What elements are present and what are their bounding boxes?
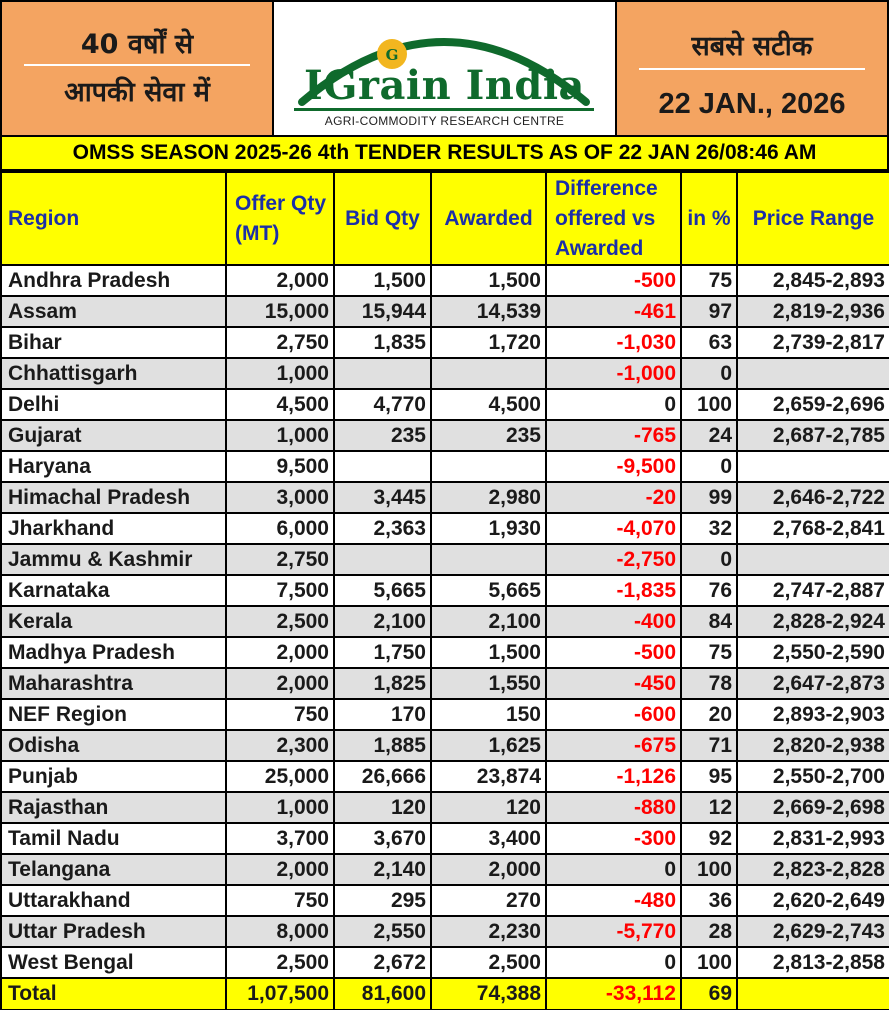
cell-region: Odisha: [1, 730, 226, 761]
cell-difference: -880: [546, 792, 681, 823]
total-awarded: 74,388: [431, 978, 546, 1010]
cell-bid-qty: 2,363: [334, 513, 431, 544]
cell-percent: 0: [681, 544, 737, 575]
cell-difference: -20: [546, 482, 681, 513]
cell-bid-qty: 2,550: [334, 916, 431, 947]
brand-logo: [274, 2, 615, 135]
cell-difference: 0: [546, 854, 681, 885]
cell-percent: 0: [681, 358, 737, 389]
cell-bid-qty: 3,670: [334, 823, 431, 854]
cell-price-range: 2,669-2,698: [737, 792, 889, 823]
cell-price-range: 2,823-2,828: [737, 854, 889, 885]
cell-percent: 95: [681, 761, 737, 792]
cell-difference: -461: [546, 296, 681, 327]
cell-region: Haryana: [1, 451, 226, 482]
table-row: [1, 947, 889, 978]
cell-offer-qty: 1,000: [226, 358, 334, 389]
cell-region: NEF Region: [1, 699, 226, 730]
cell-bid-qty: 1,825: [334, 668, 431, 699]
cell-bid-qty: 4,770: [334, 389, 431, 420]
cell-region: Andhra Pradesh: [1, 265, 226, 296]
cell-bid-qty: 2,140: [334, 854, 431, 885]
cell-offer-qty: 1,000: [226, 420, 334, 451]
cell-price-range: 2,747-2,887: [737, 575, 889, 606]
cell-price-range: 2,820-2,938: [737, 730, 889, 761]
cell-region: Jammu & Kashmir: [1, 544, 226, 575]
cell-bid-qty: 3,445: [334, 482, 431, 513]
cell-awarded: [431, 358, 546, 389]
cell-percent: 75: [681, 265, 737, 296]
table-row: [1, 265, 889, 296]
cell-awarded: [431, 544, 546, 575]
cell-bid-qty: 15,944: [334, 296, 431, 327]
table-row: [1, 544, 889, 575]
cell-bid-qty: 2,672: [334, 947, 431, 978]
col-header-bid: Bid Qty: [334, 172, 431, 265]
divider: [24, 64, 250, 66]
cell-bid-qty: 1,835: [334, 327, 431, 358]
cell-offer-qty: 2,000: [226, 637, 334, 668]
cell-awarded: 2,100: [431, 606, 546, 637]
cell-bid-qty: 1,750: [334, 637, 431, 668]
table-row: [1, 606, 889, 637]
cell-awarded: 270: [431, 885, 546, 916]
cell-price-range: [737, 358, 889, 389]
logo-badge-letter: G: [385, 46, 399, 64]
total-row: [1, 978, 889, 1010]
col-header-region: Region: [1, 172, 226, 265]
cell-region: Rajasthan: [1, 792, 226, 823]
cell-region: Gujarat: [1, 420, 226, 451]
cell-percent: 100: [681, 947, 737, 978]
cell-offer-qty: 1,000: [226, 792, 334, 823]
table-row: [1, 358, 889, 389]
cell-difference: -600: [546, 699, 681, 730]
cell-region: Madhya Pradesh: [1, 637, 226, 668]
total-offer: 1,07,500: [226, 978, 334, 1010]
cell-price-range: 2,646-2,722: [737, 482, 889, 513]
cell-bid-qty: 26,666: [334, 761, 431, 792]
cell-region: Punjab: [1, 761, 226, 792]
cell-difference: -500: [546, 637, 681, 668]
table-row: [1, 451, 889, 482]
cell-bid-qty: 2,100: [334, 606, 431, 637]
cell-difference: -300: [546, 823, 681, 854]
table-row: [1, 389, 889, 420]
cell-percent: 20: [681, 699, 737, 730]
cell-offer-qty: 4,500: [226, 389, 334, 420]
cell-offer-qty: 8,000: [226, 916, 334, 947]
cell-percent: 63: [681, 327, 737, 358]
cell-bid-qty: 235: [334, 420, 431, 451]
cell-price-range: [737, 544, 889, 575]
cell-awarded: 2,500: [431, 947, 546, 978]
cell-percent: 24: [681, 420, 737, 451]
cell-percent: 100: [681, 389, 737, 420]
cell-bid-qty: 295: [334, 885, 431, 916]
table-row: [1, 482, 889, 513]
cell-percent: 78: [681, 668, 737, 699]
table-row: [1, 668, 889, 699]
cell-offer-qty: 2,300: [226, 730, 334, 761]
cell-difference: -480: [546, 885, 681, 916]
cell-percent: 0: [681, 451, 737, 482]
cell-price-range: 2,813-2,858: [737, 947, 889, 978]
table-row: [1, 730, 889, 761]
total-bid: 81,600: [334, 978, 431, 1010]
cell-difference: -9,500: [546, 451, 681, 482]
cell-percent: 71: [681, 730, 737, 761]
table-row: [1, 792, 889, 823]
cell-percent: 97: [681, 296, 737, 327]
table-row: [1, 513, 889, 544]
total-difference: -33,112: [546, 978, 681, 1010]
cell-region: Maharashtra: [1, 668, 226, 699]
cell-percent: 76: [681, 575, 737, 606]
cell-awarded: 23,874: [431, 761, 546, 792]
total-percent: 69: [681, 978, 737, 1010]
cell-region: Jharkhand: [1, 513, 226, 544]
total-price-range: [737, 978, 889, 1010]
cell-percent: 32: [681, 513, 737, 544]
cell-price-range: 2,831-2,993: [737, 823, 889, 854]
cell-region: Bihar: [1, 327, 226, 358]
experience-banner: [2, 2, 274, 135]
cell-offer-qty: 6,000: [226, 513, 334, 544]
col-header-awarded: Awarded: [431, 172, 546, 265]
report-date: 22 JAN., 2026: [658, 88, 846, 120]
cell-difference: -765: [546, 420, 681, 451]
cell-difference: -400: [546, 606, 681, 637]
cell-awarded: 14,539: [431, 296, 546, 327]
cell-awarded: 2,000: [431, 854, 546, 885]
cell-price-range: 2,828-2,924: [737, 606, 889, 637]
cell-awarded: 4,500: [431, 389, 546, 420]
brand-tagline: AGRI-COMMODITY RESEARCH CENTRE: [324, 114, 565, 128]
table-header-row: [1, 172, 889, 265]
cell-difference: -1,030: [546, 327, 681, 358]
cell-bid-qty: [334, 451, 431, 482]
cell-offer-qty: 9,500: [226, 451, 334, 482]
table-row: [1, 761, 889, 792]
cell-offer-qty: 2,500: [226, 606, 334, 637]
cell-awarded: 150: [431, 699, 546, 730]
cell-difference: -2,750: [546, 544, 681, 575]
cell-bid-qty: 5,665: [334, 575, 431, 606]
table-row: [1, 916, 889, 947]
cell-awarded: 1,500: [431, 265, 546, 296]
tender-results-table: [0, 171, 889, 1010]
cell-difference: -500: [546, 265, 681, 296]
cell-price-range: 2,687-2,785: [737, 420, 889, 451]
cell-percent: 75: [681, 637, 737, 668]
cell-percent: 36: [681, 885, 737, 916]
cell-bid-qty: 1,885: [334, 730, 431, 761]
cell-offer-qty: 7,500: [226, 575, 334, 606]
cell-offer-qty: 3,000: [226, 482, 334, 513]
table-row: [1, 823, 889, 854]
total-label: Total: [1, 978, 226, 1010]
table-row: [1, 327, 889, 358]
cell-awarded: [431, 451, 546, 482]
cell-region: Assam: [1, 296, 226, 327]
cell-region: Himachal Pradesh: [1, 482, 226, 513]
cell-difference: -1,000: [546, 358, 681, 389]
cell-offer-qty: 2,500: [226, 947, 334, 978]
report-title: OMSS SEASON 2025-26 4th TENDER RESULTS AS OF 22 JAN 26/08:46 AM: [0, 137, 889, 171]
cell-offer-qty: 2,000: [226, 668, 334, 699]
experience-line-1: 40 वर्षों से: [80, 29, 194, 60]
table-body: [1, 265, 889, 978]
cell-percent: 100: [681, 854, 737, 885]
cell-offer-qty: 2,750: [226, 327, 334, 358]
table-row: [1, 699, 889, 730]
cell-offer-qty: 15,000: [226, 296, 334, 327]
accuracy-tagline: सबसे सटीक: [691, 31, 813, 62]
cell-region: Telangana: [1, 854, 226, 885]
cell-awarded: 1,930: [431, 513, 546, 544]
col-header-difference: Difference offered vs Awarded: [546, 172, 681, 265]
cell-price-range: 2,739-2,817: [737, 327, 889, 358]
cell-offer-qty: 750: [226, 699, 334, 730]
col-header-price-range: Price Range: [737, 172, 889, 265]
cell-difference: -1,126: [546, 761, 681, 792]
cell-offer-qty: 750: [226, 885, 334, 916]
cell-bid-qty: 1,500: [334, 265, 431, 296]
cell-price-range: 2,629-2,743: [737, 916, 889, 947]
brand-name: IGrain India: [304, 62, 585, 109]
cell-awarded: 2,980: [431, 482, 546, 513]
cell-region: Karnataka: [1, 575, 226, 606]
cell-difference: 0: [546, 947, 681, 978]
col-header-offer: Offer Qty (MT): [226, 172, 334, 265]
cell-offer-qty: 2,000: [226, 854, 334, 885]
cell-region: Uttar Pradesh: [1, 916, 226, 947]
table-row: [1, 885, 889, 916]
cell-bid-qty: [334, 358, 431, 389]
cell-awarded: 120: [431, 792, 546, 823]
cell-price-range: 2,550-2,590: [737, 637, 889, 668]
date-banner: [615, 2, 887, 135]
cell-difference: -675: [546, 730, 681, 761]
cell-price-range: 2,550-2,700: [737, 761, 889, 792]
cell-price-range: 2,647-2,873: [737, 668, 889, 699]
experience-line-2: आपकी सेवा में: [64, 77, 210, 108]
cell-difference: -5,770: [546, 916, 681, 947]
cell-percent: 84: [681, 606, 737, 637]
cell-awarded: 2,230: [431, 916, 546, 947]
cell-awarded: 3,400: [431, 823, 546, 854]
cell-bid-qty: 120: [334, 792, 431, 823]
cell-price-range: [737, 451, 889, 482]
cell-offer-qty: 25,000: [226, 761, 334, 792]
cell-price-range: 2,768-2,841: [737, 513, 889, 544]
cell-awarded: 1,500: [431, 637, 546, 668]
cell-difference: -4,070: [546, 513, 681, 544]
page-header: [0, 0, 889, 137]
cell-awarded: 1,550: [431, 668, 546, 699]
cell-price-range: 2,845-2,893: [737, 265, 889, 296]
cell-bid-qty: [334, 544, 431, 575]
cell-difference: -450: [546, 668, 681, 699]
cell-difference: -1,835: [546, 575, 681, 606]
cell-awarded: 1,625: [431, 730, 546, 761]
table-row: [1, 637, 889, 668]
divider: [639, 68, 865, 70]
cell-offer-qty: 2,750: [226, 544, 334, 575]
cell-bid-qty: 170: [334, 699, 431, 730]
col-header-percent: in %: [681, 172, 737, 265]
cell-percent: 28: [681, 916, 737, 947]
table-row: [1, 854, 889, 885]
cell-region: Uttarakhand: [1, 885, 226, 916]
cell-price-range: 2,659-2,696: [737, 389, 889, 420]
cell-price-range: 2,819-2,936: [737, 296, 889, 327]
cell-awarded: 1,720: [431, 327, 546, 358]
cell-region: Kerala: [1, 606, 226, 637]
table-row: [1, 420, 889, 451]
cell-percent: 12: [681, 792, 737, 823]
cell-percent: 99: [681, 482, 737, 513]
cell-awarded: 5,665: [431, 575, 546, 606]
cell-region: Chhattisgarh: [1, 358, 226, 389]
cell-region: Tamil Nadu: [1, 823, 226, 854]
cell-percent: 92: [681, 823, 737, 854]
cell-region: West Bengal: [1, 947, 226, 978]
cell-offer-qty: 2,000: [226, 265, 334, 296]
cell-offer-qty: 3,700: [226, 823, 334, 854]
cell-difference: 0: [546, 389, 681, 420]
cell-awarded: 235: [431, 420, 546, 451]
cell-price-range: 2,620-2,649: [737, 885, 889, 916]
cell-price-range: 2,893-2,903: [737, 699, 889, 730]
table-row: [1, 296, 889, 327]
cell-region: Delhi: [1, 389, 226, 420]
table-row: [1, 575, 889, 606]
